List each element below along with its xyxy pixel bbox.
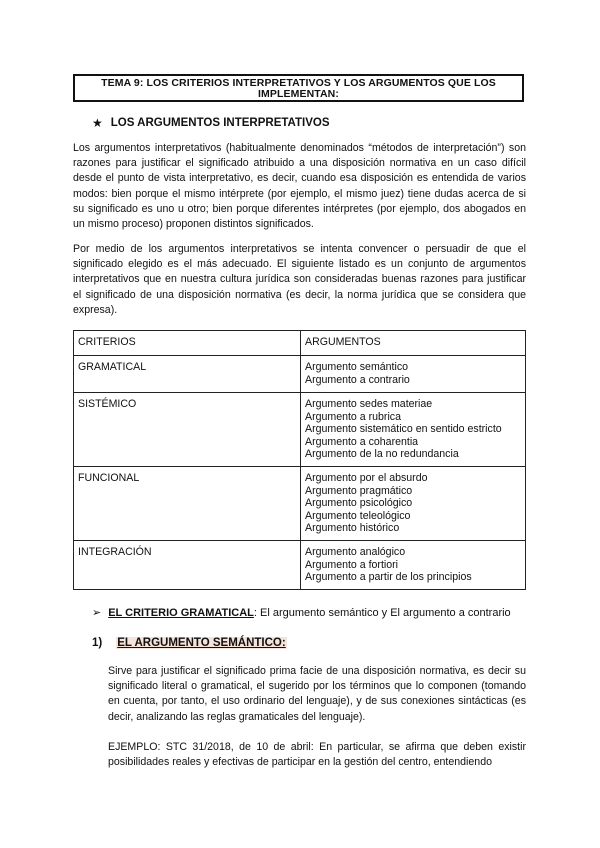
document-title: TEMA 9: LOS CRITERIOS INTERPRETATIVOS Y LOS ARGUMENTOS QUE LOS IMPLEMENTAN: — [73, 74, 524, 102]
argument-item: Argumento sistemático en sentido estricto — [305, 423, 502, 436]
table-cell-criterio: FUNCIONAL — [74, 467, 301, 541]
table-header-row — [74, 331, 526, 356]
numbered-heading-number: 1) — [92, 637, 103, 649]
argument-item: Argumento a rubrica — [305, 410, 401, 423]
argument-item: Argumento a partir de los principios — [305, 571, 472, 584]
table-row — [74, 541, 526, 590]
criterion-bullet-rest: : El argumento semántico y El argumento a contrario — [253, 606, 511, 619]
criterion-bullet-strong: EL CRITERIO GRAMATICAL — [108, 606, 254, 619]
argument-item: Argumento histórico — [305, 522, 400, 535]
table-header-criterios: CRITERIOS — [74, 331, 301, 356]
paragraph-semantic: Sirve para justificar el significado prima facie de una disposición normativa, es decir su significado literal o gramatical, el sugerido por los términos que lo componen (tomando en cuenta, por tanto, el uso ordinario del lenguaje), y de sus conexiones sintácticas (es decir, analizando las reglas gramaticales del lenguaje). — [108, 665, 526, 723]
argument-item: Argumento a contrario — [305, 373, 410, 386]
table-row — [74, 356, 526, 393]
argument-item: Argumento sedes materiae — [305, 398, 433, 410]
argument-item: Argumento analógico — [305, 546, 406, 558]
paragraph-example: EJEMPLO: STC 31/2018, de 10 de abril: En particular, se afirma que deben existir posibilidades reales y efectivas de participar en la gestión del centro, entendiendo — [108, 741, 526, 769]
table-row — [74, 393, 526, 467]
table-cell-argumentos — [301, 467, 526, 541]
numbered-heading — [92, 637, 287, 649]
table-cell-argumentos — [301, 356, 526, 393]
table-header-argumentos: ARGUMENTOS — [301, 331, 526, 356]
argument-item: Argumento semántico — [305, 361, 409, 373]
criterion-bullet — [92, 606, 511, 619]
numbered-heading-label: EL ARGUMENTO SEMÁNTICO: — [117, 637, 286, 649]
table-cell-criterio: INTEGRACIÓN — [74, 541, 301, 590]
argument-item: Argumento de la no redundancia — [305, 448, 459, 461]
criteria-table — [73, 330, 526, 590]
arrowhead-icon: ➢ — [92, 607, 102, 619]
paragraph-intro: Los argumentos interpretativos (habitualmente denominados “métodos de interpretación”) son razones para justificar el significado atribuido a una disposición normativa en un caso difícil desde el punto de vista interpretativo, es decir, cuando esa disposición es entendida de varios modos: bien porque el mismo intérprete (por ejemplo, el mismo juez) tiene dudas acerca de si su significado es uno u otro; bien porque diferentes intérpretes (por ejemplo, dos abogados en un mismo proceso) proponen distintos significados. — [73, 142, 526, 231]
table-cell-criterio: SISTÉMICO — [74, 393, 301, 467]
section-heading-text: LOS ARGUMENTOS INTERPRETATIVOS — [110, 117, 330, 129]
table-row — [74, 467, 526, 541]
table-cell-argumentos — [301, 393, 526, 467]
argument-item: Argumento a coharentia — [305, 435, 419, 448]
paragraph-persuasion: Por medio de los argumentos interpretativos se intenta convencer o persuadir de que el significado elegido es el más adecuado. El siguiente listado es un conjunto de argumentos interpretativos que en nuestra cultura jurídica son consideradas buenas razones para justificar el significado de una disposición normativa (es decir, la norma jurídica que se considera que expresa). — [73, 243, 526, 316]
section-heading — [92, 116, 330, 130]
argument-item: Argumento a fortiori — [305, 558, 399, 571]
argument-item: Argumento psicológico — [305, 497, 413, 510]
argument-item: Argumento por el absurdo — [305, 472, 428, 484]
argument-item: Argumento pragmático — [305, 484, 413, 497]
criterion-bullet-text — [108, 607, 510, 619]
table-cell-criterio: GRAMATICAL — [74, 356, 301, 393]
table-cell-argumentos — [301, 541, 526, 590]
black-star-icon: ★ — [92, 116, 103, 130]
argument-item: Argumento teleológico — [305, 509, 411, 522]
